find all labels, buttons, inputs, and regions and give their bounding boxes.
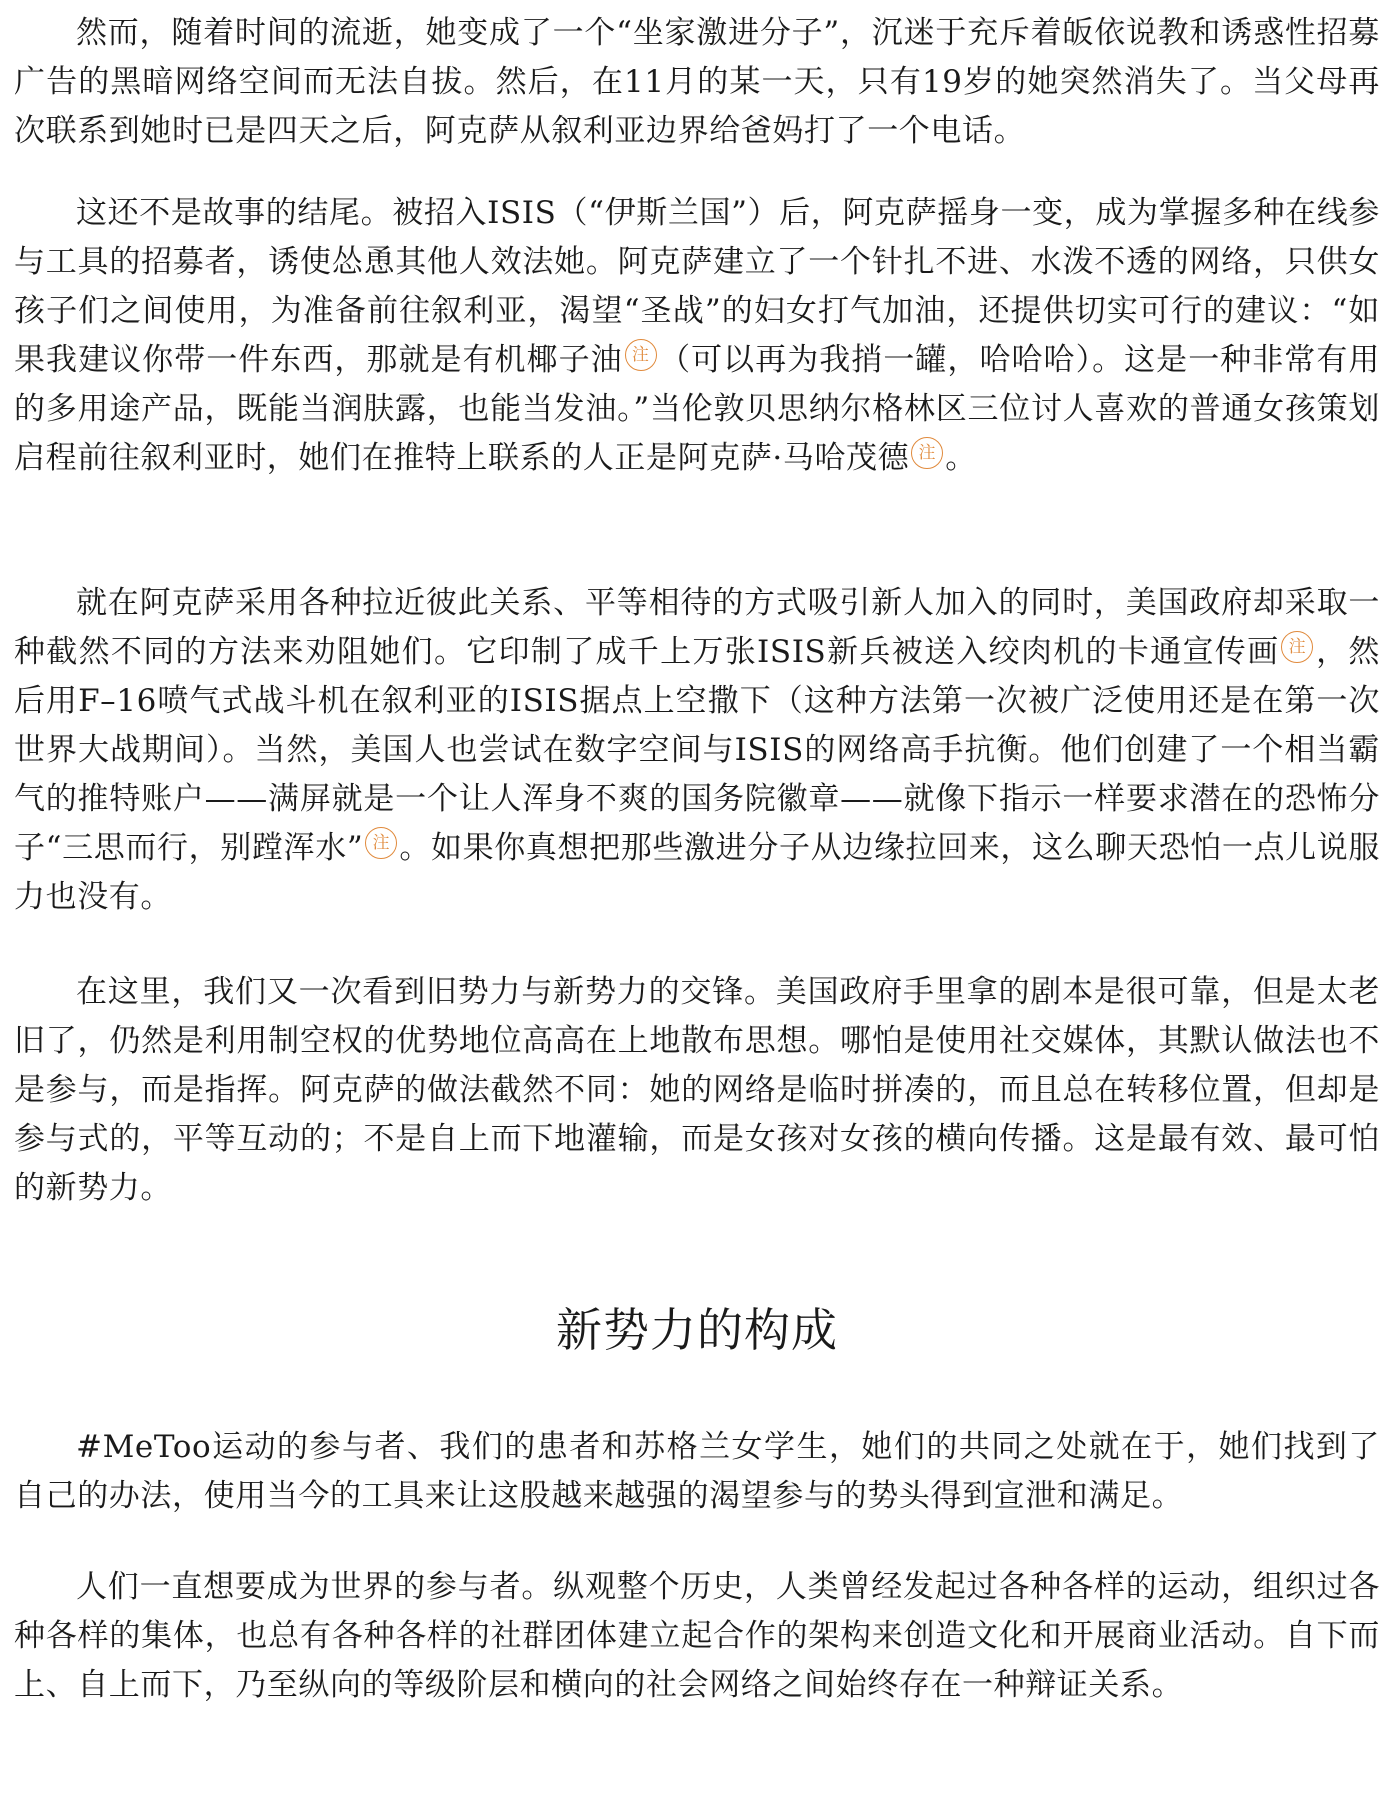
- paragraph-text: （可以再为我捎一罐，哈哈哈）。这是一种非常有用的多用途产品，既能当润肤露，也能当发油。”当伦敦贝思纳尔格林区三位讨人喜欢的普通女孩策划启程前往叙利亚时，她们在推特上联系的人正是阿克萨·马哈茂德: [14, 342, 1380, 476]
- paragraph-text: 。: [945, 440, 977, 476]
- paragraph-text: 这还不是故事的结尾。被招入ISIS（“伊斯兰国”）后，阿克萨摇身一变，成为掌握多种在线参与工具的招募者，诱使怂恿其他人效法她。阿克萨建立了一个针扎不进、水泼不透的网络，只供女孩子们之间使用，为准备前往叙利亚，渴望“圣战”的妇女打气加油，还提供切实可行的建议：“如果我建议你带一件东西，那就是有机椰子油: [14, 195, 1380, 378]
- paragraph: #MeToo运动的参与者、我们的患者和苏格兰女学生，她们的共同之处就在于，她们找到了自己的办法，使用当今的工具来让这股越来越强的渴望参与的势头得到宣泄和满足。: [14, 1429, 1380, 1514]
- footnote-marker-icon[interactable]: 注: [625, 339, 657, 371]
- paragraph-text: 。如果你真想把那些激进分子从边缘拉回来，这么聊天恐怕一点儿说服力也没有。: [14, 830, 1380, 915]
- footnote-marker-icon[interactable]: 注: [365, 827, 397, 859]
- paragraph: [14, 579, 1380, 922]
- paragraph-text: ，然后用F–16喷气式战斗机在叙利亚的ISIS据点上空撒下（这种方法第一次被广泛使用还是在第一次世界大战期间）。当然，美国人也尝试在数字空间与ISIS的网络高手抗衡。他们创建了一个相当霸气的推特账户——满屏就是一个让人浑身不爽的国务院徽章——就像下指示一样要求潜在的恐怖分子“三思而行，别蹚浑水”: [14, 634, 1381, 866]
- paragraph-text: 就在阿克萨采用各种拉近彼此关系、平等相待的方式吸引新人加入的同时，美国政府却采取一种截然不同的方法来劝阻她们。它印制了成千上万张ISIS新兵被送入绞肉机的卡通宣传画: [14, 585, 1380, 670]
- footnote-marker-icon[interactable]: 注: [1281, 631, 1313, 663]
- paragraph-text: 然而，随着时间的流逝，她变成了一个“坐家激进分子”，沉迷于充斥着皈依说教和诱惑性招募广告的黑暗网络空间而无法自拔。然后，在11月的某一天，只有19岁的她突然消失了。当父母再次联系到她时已是四天之后，阿克萨从叙利亚边界给爸妈打了一个电话。: [14, 15, 1380, 149]
- footnote-marker-icon[interactable]: 注: [911, 437, 943, 469]
- paragraph-text: 在这里，我们又一次看到旧势力与新势力的交锋。美国政府手里拿的剧本是很可靠，但是太老旧了，仍然是利用制空权的优势地位高高在上地散布思想。哪怕是使用社交媒体，其默认做法也不是参与，而是指挥。阿克萨的做法截然不同：她的网络是临时拼凑的，而且总在转移位置，但却是参与式的，平等互动的；不是自上而下地灌输，而是女孩对女孩的横向传播。这是最有效、最可怕的新势力。: [14, 974, 1380, 1206]
- paragraph: [14, 189, 1380, 483]
- section-heading: 新势力的构成: [556, 1303, 838, 1357]
- paragraph: [14, 9, 1380, 156]
- paragraph: [14, 968, 1380, 1213]
- paragraph: 人们一直想要成为世界的参与者。纵观整个历史，人类曾经发起过各种各样的运动，组织过各种各样的集体，也总有各种各样的社群团体建立起合作的架构来创造文化和开展商业活动。自下而上、自上而下，乃至纵向的等级阶层和横向的社会网络之间始终存在一种辩证关系。: [14, 1569, 1380, 1703]
